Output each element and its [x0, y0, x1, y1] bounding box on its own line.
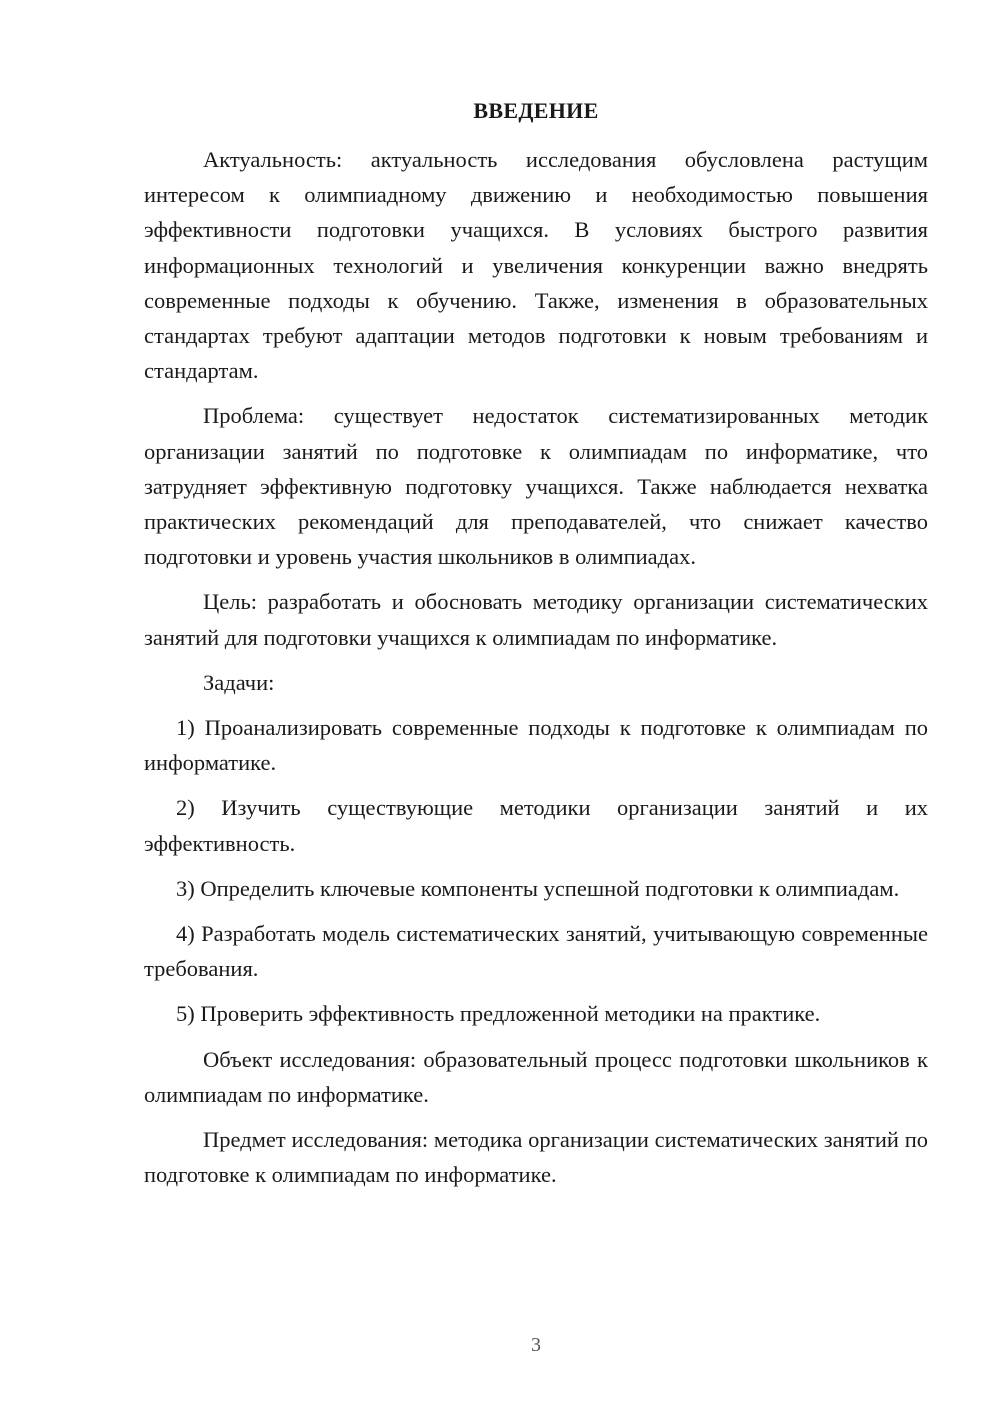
paragraph-tasks-label: Задачи:	[203, 669, 275, 695]
paragraph-problem: Проблема: существует недостаток систематизированных методик организации занятий по подготовке к олимпиадам по информатике, что затрудняет эффективную подготовку учащихся. Также наблюдается нехватка практических рекомендаций для преподавателей, что снижает качество подготовки и уровень участия школьников в олимпиадах.	[144, 403, 928, 570]
paragraph-object: Объект исследования: образовательный процесс подготовки школьников к олимпиадам по информатике.	[144, 1046, 928, 1107]
paragraph-goal: Цель: разработать и обосновать методику организации систематических занятий для подготовки учащихся к олимпиадам по информатике.	[144, 589, 928, 650]
list-item: 4) Разработать модель систематических занятий, учитывающую современные требования.	[144, 921, 928, 982]
list-item: 1) Проанализировать современные подходы к подготовке к олимпиадам по информатике.	[144, 715, 928, 776]
section-heading: ВВЕДЕНИЕ	[473, 98, 599, 123]
paragraph-subject: Предмет исследования: методика организации систематических занятий по подготовке к олимпиадам по информатике.	[144, 1127, 928, 1188]
list-item: 2) Изучить существующие методики организации занятий и их эффективность.	[144, 795, 928, 856]
list-item: 3) Определить ключевые компоненты успешной подготовки к олимпиадам.	[176, 875, 900, 901]
paragraph-relevance: Актуальность: актуальность исследования обусловлена растущим интересом к олимпиадному движению и необходимостью повышения эффективности подготовки учащихся. В условиях быстрого развития информационных технологий и увеличения конкуренции важно внедрять современные подходы к обучению. Также, изменения в образовательных стандартах требуют адаптации методов подготовки к новым требованиям и стандартам.	[144, 147, 928, 384]
body-text	[144, 142, 928, 1202]
document-page	[144, 0, 928, 1414]
list-item: 5) Проверить эффективность предложенной методики на практике.	[176, 1001, 821, 1027]
page-number: 3	[531, 1334, 541, 1356]
